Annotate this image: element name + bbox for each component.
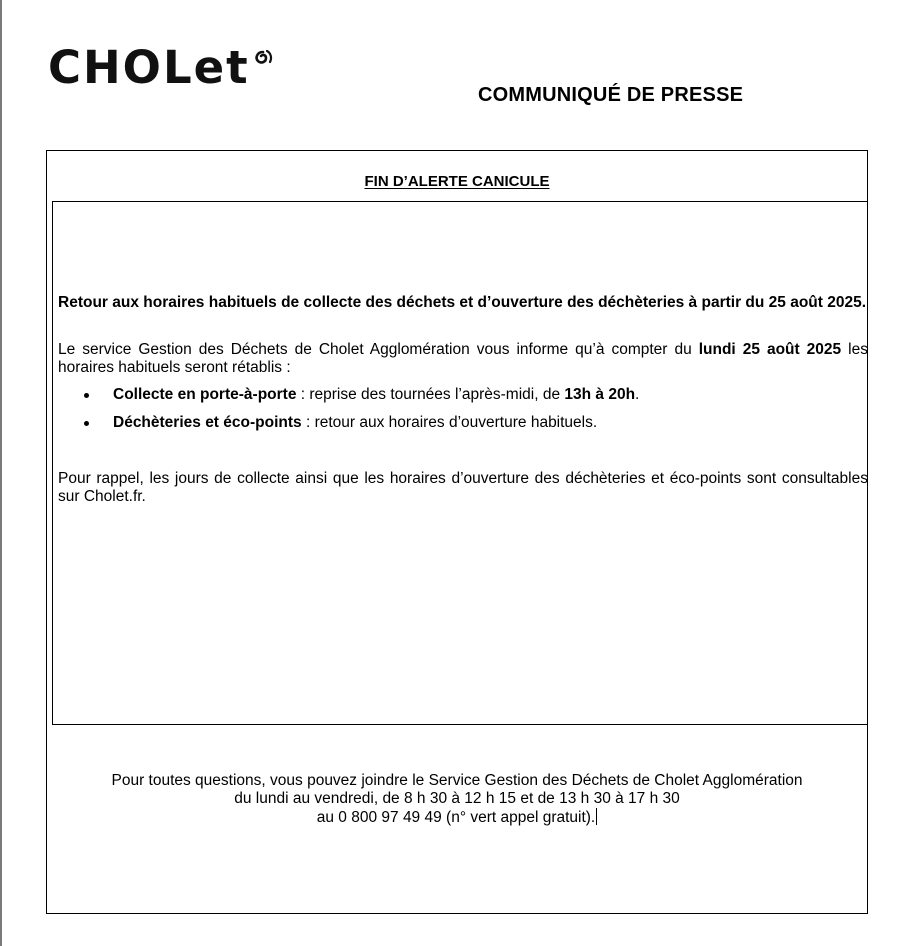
content-frame	[52, 201, 868, 725]
cholet-logo	[48, 41, 274, 94]
page-edge	[0, 0, 2, 946]
press-release-title: COMMUNIQUÉ DE PRESSE	[478, 84, 744, 106]
contact-block	[46, 772, 868, 827]
bullet-end: .	[635, 386, 640, 403]
list-item	[58, 386, 868, 404]
reminder-paragraph: Pour rappel, les jours de collecte ainsi que les horaires d’ouverture des déchèteries et éco-points sont consultables sur Cholet.fr.	[58, 470, 868, 505]
lead-paragraph: Retour aux horaires habituels de collecte des déchets et d’ouverture des déchèteries à partir du 25 août 2025.	[58, 294, 867, 311]
bullet-icon	[84, 421, 89, 426]
intro-text-start: Le service Gestion des Déchets de Cholet Agglomération vous informe qu’à compter du	[58, 341, 699, 358]
logo-swirl-icon	[252, 48, 274, 72]
bullet-heading: Collecte en porte-à-porte	[113, 386, 297, 403]
intro-date: lundi 25 août 2025	[698, 341, 842, 358]
alert-title: FIN D’ALERTE CANICULE	[364, 173, 550, 190]
contact-phone-text: au 0 800 97 49 49 (n° vert appel gratuit).	[316, 809, 596, 826]
contact-line-2: du lundi au vendredi, de 8 h 30 à 12 h 15 et de 13 h 30 à 17 h 30	[234, 790, 680, 807]
list-item	[58, 414, 868, 432]
intro-text-end: les horaires habituels seront rétablis :	[58, 341, 868, 376]
bullet-list	[58, 386, 868, 442]
bullet-hours: 13h à 20h	[564, 386, 636, 403]
text-cursor	[596, 808, 597, 825]
bullet-text: : retour aux horaires d’ouverture habituels.	[301, 414, 598, 431]
bullet-heading: Déchèteries et éco-points	[113, 414, 302, 431]
contact-line-3[interactable]	[46, 808, 868, 827]
intro-paragraph	[58, 341, 868, 377]
contact-line-1: Pour toutes questions, vous pouvez joindre le Service Gestion des Déchets de Cholet Agglomération	[111, 772, 803, 789]
logo-wordmark: CHOLet	[48, 41, 250, 94]
bullet-icon	[84, 393, 89, 398]
bullet-text: : reprise des tournées l’après-midi, de	[296, 386, 565, 403]
